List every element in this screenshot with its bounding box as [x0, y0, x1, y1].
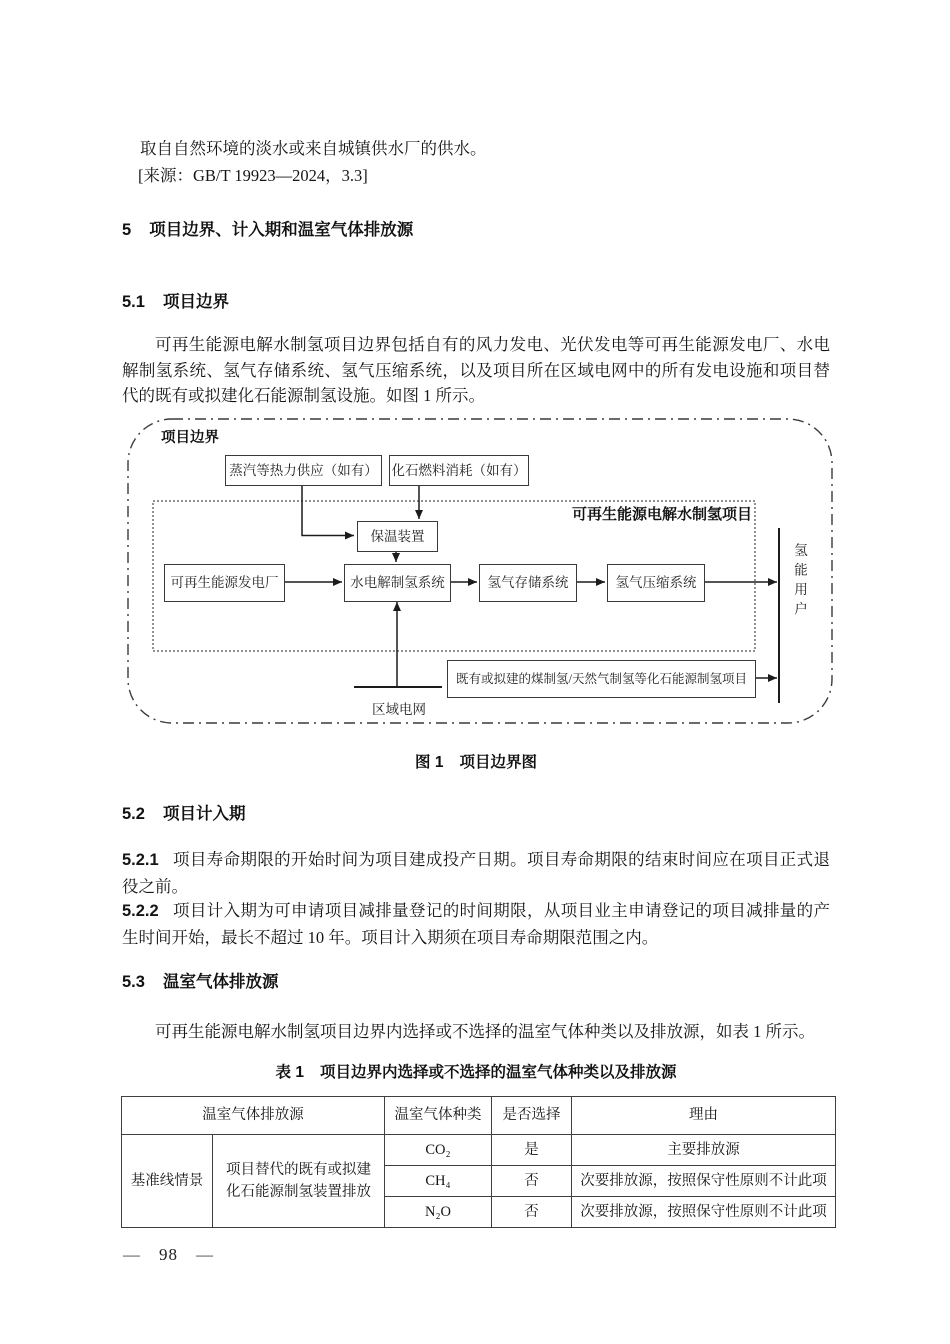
- diagram-boundary-label: 项目边界: [161, 430, 219, 446]
- cell-reason-co2: 主要排放源: [572, 1135, 836, 1166]
- figure-1-diagram: [125, 416, 835, 726]
- cell-selected-ch4: 否: [492, 1166, 572, 1197]
- heading-5-2: [122, 800, 245, 824]
- cell-selected-co2: 是: [492, 1135, 572, 1166]
- box-steam-heat-supply: 蒸汽等热力供应（如有）: [225, 455, 382, 486]
- paragraph-5-2-2: [122, 898, 830, 950]
- cell-gas-n2o: N₂O: [385, 1197, 492, 1228]
- table-1-caption: [122, 1060, 830, 1082]
- page-footer: [123, 1245, 232, 1265]
- cell-selected-n2o: 否: [492, 1197, 572, 1228]
- box-hydrogen-storage-system: 氢气存储系统: [479, 564, 577, 602]
- paragraph-5-2-1: [122, 847, 830, 899]
- heading-5-1-title: 项目边界: [162, 293, 229, 311]
- cell-scenario: 基准线情景: [122, 1135, 213, 1228]
- box-electrolysis-system: 水电解制氢系统: [344, 564, 451, 602]
- box-hydrogen-compression-system: 氢气压缩系统: [607, 564, 705, 602]
- paragraph-5-3: 可再生能源电解水制氢项目边界内选择或不选择的温室气体种类以及排放源，如表 1 所示。: [155, 1022, 815, 1041]
- figure-caption-text: 项目边界图: [459, 754, 537, 771]
- box-renewable-power-plant: 可再生能源发电厂: [164, 564, 285, 602]
- table-caption-text: 项目边界内选择或不选择的温室气体种类以及排放源: [319, 1064, 677, 1081]
- paragraph-5-1: 可再生能源电解水制氢项目边界包括自有的风力发电、光伏发电等可再生能源发电厂、水电解制氢系统、氢气存储系统、氢气压缩系统，以及项目所在区域电网中的所有发电设施和项目替代的既有或拟建化石能源制氢设施。如图 1 所示。: [122, 335, 830, 405]
- box-existing-fossil-hydrogen-project: 既有或拟建的煤制氢/天然气制氢等化石能源制氢项目: [447, 660, 756, 698]
- table-header-row: [122, 1097, 836, 1135]
- cell-reason-n2o: 次要排放源，按照保守性原则不计此项: [572, 1197, 836, 1228]
- box-fossil-fuel-consumption: 化石燃料消耗（如有）: [389, 455, 529, 486]
- header-reason: 理由: [572, 1097, 836, 1135]
- paragraph-5-2-1-number: 5.2.1: [122, 851, 159, 869]
- heading-5-2-number: 5.2: [122, 805, 145, 823]
- intro-line-definition: 取自自然环境的淡水或来自城镇供水厂的供水。: [140, 139, 487, 158]
- cell-gas-co2: CO₂: [385, 1135, 492, 1166]
- header-gas-type: 温室气体种类: [385, 1097, 492, 1135]
- paragraph-5-2-1-text: 项目寿命期限的开始时间为项目建成投产日期。项目寿命期限的结束时间应在项目正式退役之前。: [122, 850, 830, 896]
- header-emission-source: 温室气体排放源: [122, 1097, 385, 1135]
- grid-label: 区域电网: [372, 702, 426, 717]
- footer-dash-right: —: [196, 1245, 214, 1264]
- heading-5-3: [122, 968, 278, 992]
- table-1: [121, 1096, 836, 1228]
- heading-5-3-title: 温室气体排放源: [162, 973, 279, 991]
- footer-dash-left: —: [123, 1245, 141, 1264]
- hydrogen-user-label: 氢能用户: [792, 543, 807, 621]
- paragraph-5-2-2-number: 5.2.2: [122, 902, 159, 920]
- diagram-project-label: 可再生能源电解水制氢项目: [571, 506, 752, 523]
- arrow-steam-to-insulation: [302, 484, 354, 536]
- header-selected: 是否选择: [492, 1097, 572, 1135]
- cell-source-description: 项目替代的既有或拟建化石能源制氢装置排放: [213, 1135, 385, 1228]
- box-insulation-device: 保温装置: [357, 521, 438, 552]
- heading-5-title: 项目边界、计入期和温室气体排放源: [149, 221, 414, 239]
- figure-1-caption: [122, 750, 830, 772]
- cell-gas-ch4: CH₄: [385, 1166, 492, 1197]
- heading-5-1: [122, 288, 229, 312]
- intro-line-source: [来源：GB/T 19923—2024，3.3]: [138, 166, 368, 185]
- heading-5-2-title: 项目计入期: [162, 805, 246, 823]
- heading-5-3-number: 5.3: [122, 973, 145, 991]
- heading-5-1-number: 5.1: [122, 293, 145, 311]
- footer-page-number: 98: [159, 1245, 178, 1264]
- table-caption-label: 表 1: [275, 1064, 304, 1081]
- table-row: [122, 1135, 836, 1166]
- paragraph-5-2-2-text: 项目计入期为可申请项目减排量登记的时间期限，从项目业主申请登记的项目减排量的产生时间开始，最长不超过 10 年。项目计入期须在项目寿命期限范围之内。: [122, 901, 830, 947]
- figure-caption-label: 图 1: [415, 754, 444, 771]
- heading-5: [122, 216, 413, 240]
- heading-5-number: 5: [122, 221, 132, 239]
- cell-reason-ch4: 次要排放源，按照保守性原则不计此项: [572, 1166, 836, 1197]
